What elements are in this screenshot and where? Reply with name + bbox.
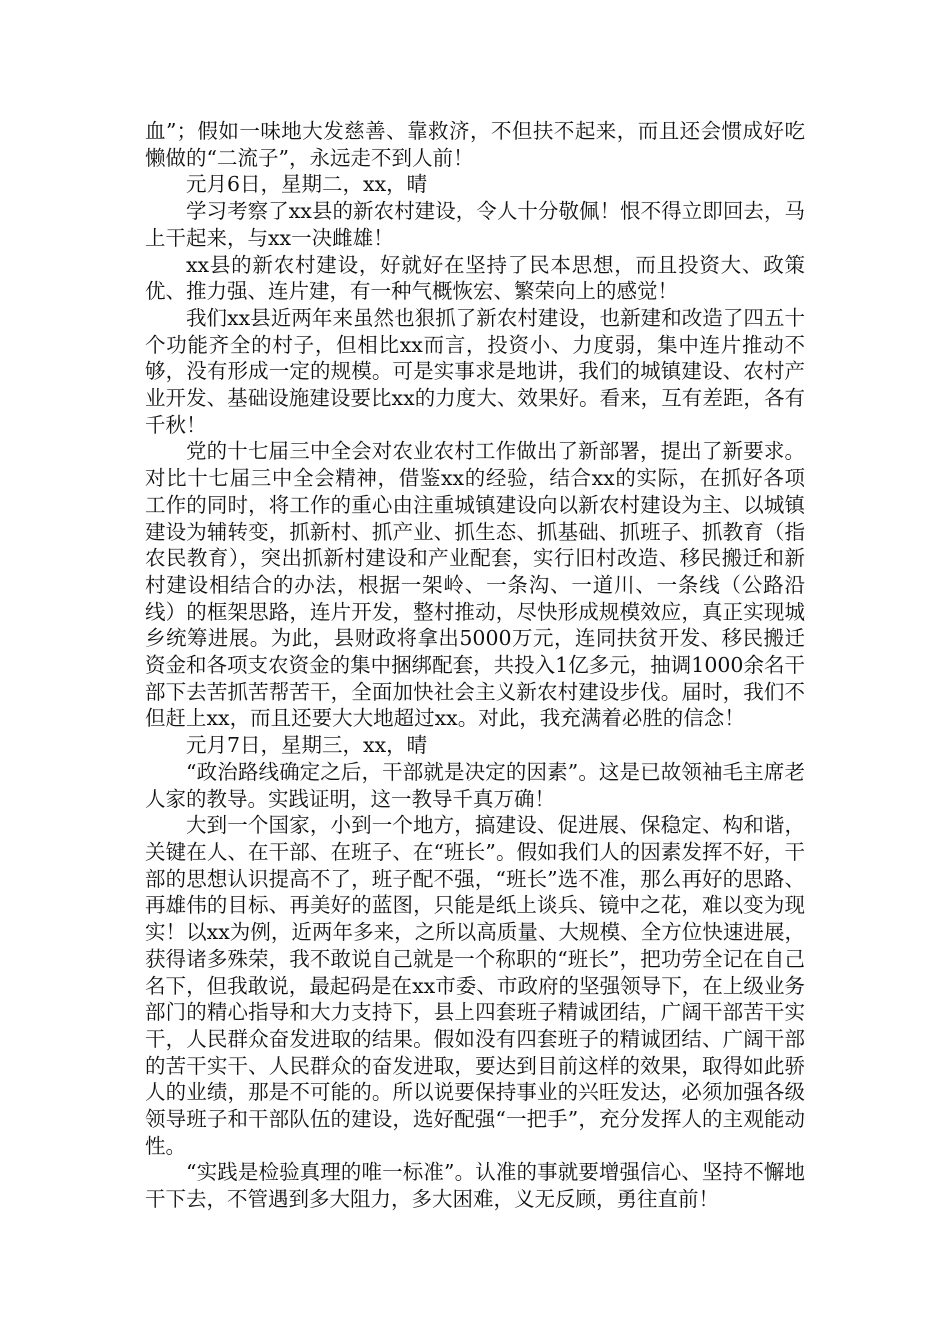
paragraph: 我们xx县近两年来虽然也狠抓了新农村建设，也新建和改造了四五十个功能齐全的村子，但相比xx而言，投资小、力度弱，集中连片推动不够，没有形成一定的规模。可是实事求是地讲，我们的城镇建设、农村产业开发、基础设施建设要比xx的力度大、效果好。看来，互有差距，各有千秋！ [145, 305, 805, 437]
paragraph: xx县的新农村建设，好就好在坚持了民本思想，而且投资大、政策优、推力强、连片建，有一种气概恢宏、繁荣向上的感觉！ [145, 252, 805, 304]
diary-date-heading: 元月6日，星期二，xx，晴 [186, 172, 428, 197]
paragraph: 党的十七届三中全会对农业农村工作做出了新部署，提出了新要求。对比十七届三中全会精神，借鉴xx的经验，结合xx的实际，在抓好各项工作的同时，将工作的重心由注重城镇建设向以新农村建设为主、以城镇建设为辅转变，抓新村、抓产业、抓生态、抓基础、抓班子、抓教育（指农民教育），突出抓新村建设和产业配套，实行旧村改造、移民搬迁和新村建设相结合的办法，根据一架岭、一条沟、一道川、一条线（公路沿线）的框架思路，连片开发，整村推动，尽快形成规模效应，真正实现城乡统筹进展。为此，县财政将拿出5000万元，连同扶贫开发、移民搬迁资金和各项支农资金的集中捆绑配套，共投入1亿多元，抽调1000余名干部下去苦抓苦帮苦干，全面加快社会主义新农村建设步伐。届时，我们不但赶上xx，而且还要大大地超过xx。对此，我充满着必胜的信念！ [145, 439, 805, 731]
document-body [145, 118, 805, 1213]
diary-date-heading: 元月7日，星期三，xx，晴 [186, 733, 428, 758]
paragraph: “政治路线确定之后，干部就是决定的因素”。这是已故领袖毛主席老人家的教导。实践证明，这一教导千真万确！ [145, 759, 805, 811]
paragraph-continuation: 血”；假如一味地大发慈善、靠救济，不但扶不起来，而且还会惯成好吃懒做的“二流子”，永远走不到人前！ [145, 119, 805, 170]
paragraph: 大到一个国家，小到一个地方，搞建设、促进展、保稳定、构和谐，关键在人、在干部、在班子、在“班长”。假如我们人的因素发挥不好，干部的思想认识提高不了，班子配不强，“班长”选不准，那么再好的思路、再雄伟的目标、再美好的蓝图，只能是纸上谈兵、镜中之花，难以变为现实！以xx为例，近两年多来，之所以高质量、大规模、全方位快速进展，获得诸多殊荣，我不敢说自己就是一个称职的“班长”，把功劳全记在自己名下，但我敢说，最起码是在xx市委、市政府的坚强领导下，在上级业务部门的精心指导和大力支持下，县上四套班子精诚团结，广阔干部苦干实干，人民群众奋发进取的结果。假如没有四套班子的精诚团结、广阔干部的苦干实干、人民群众的奋发进取，要达到目前这样的效果，取得如此骄人的业绩，那是不可能的。所以说要保持事业的兴旺发达，必须加强各级领导班子和干部队伍的建设，选好配强“一把手”，充分发挥人的主观能动性。 [145, 813, 805, 1158]
paragraph: 学习考察了xx县的新农村建设，令人十分敬佩！恨不得立即回去，马上干起来，与xx一决雌雄！ [145, 199, 805, 250]
paragraph: “实践是检验真理的唯一标准”。认准的事就要增强信心、坚持不懈地干下去，不管遇到多大阻力，多大困难，义无反顾，勇往直前！ [145, 1160, 805, 1212]
